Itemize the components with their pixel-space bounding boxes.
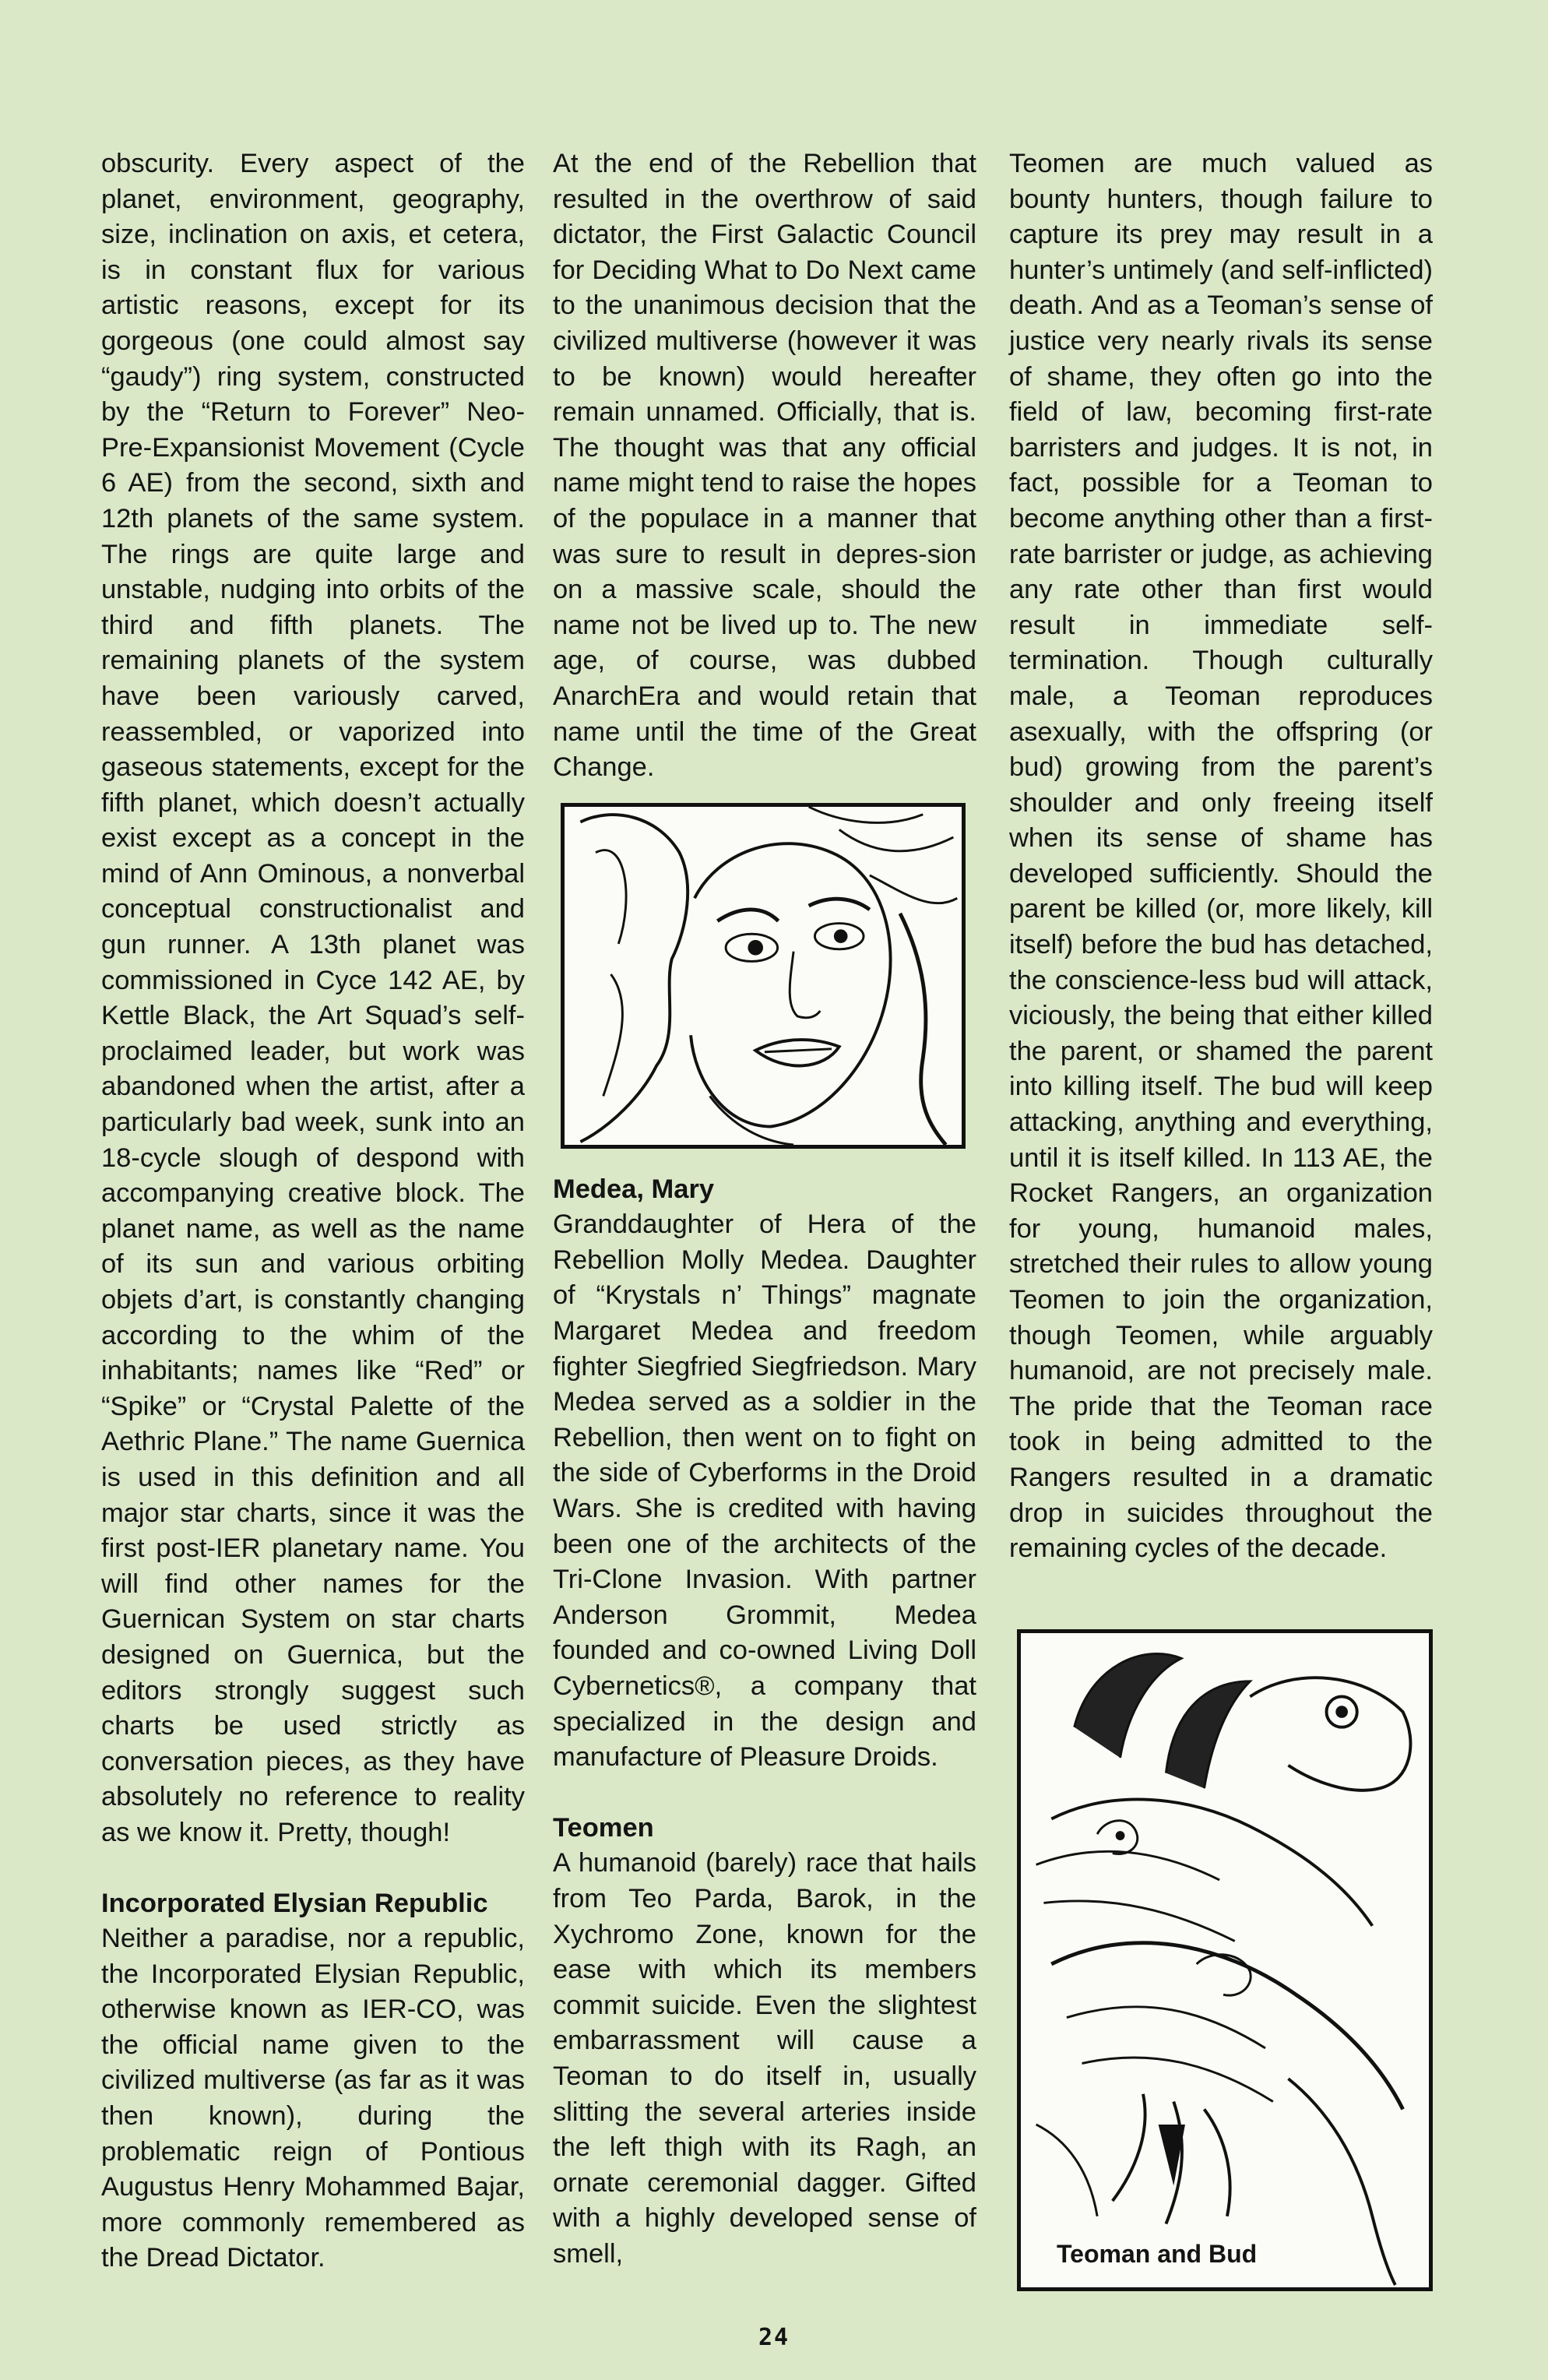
- column-right: [1009, 146, 1433, 2291]
- rebellion-paragraph: At the end of the Rebellion that resulted in the overthrow of said dictator, the First Galactic Council for Deciding What to Do Next came to the unanimous decision that the civilized multiverse (however it was to be known) would hereafter remain unnamed. Officially, that is. The thought was that any official name might tend to raise the hopes of the populace in a manner that was sure to result in depres-sion on a massive scale, should the name not be lived up to. The new age, of course, was dubbed AnarchEra and would retain that name until the time of the Great Change.: [553, 149, 976, 783]
- teoman-illustration: [1017, 1629, 1433, 2291]
- column-middle: [553, 146, 976, 2273]
- column-left: [101, 146, 525, 2276]
- page-number: 24: [758, 2324, 790, 2351]
- medea-paragraph: Granddaughter of Hera of the Rebellion Molly Medea. Daughter of “Krystals n’ Things” magnate Margaret Medea and freedom fighter Siegfried Siegfriedson. Mary Medea served as a soldier in the Rebellion, then went on to fight on the side of Cyberforms in the Droid Wars. She is credited with having been one of the architects of the Tri-Clone Invasion. With partner Anderson Grommit, Medea founded and co-owned Living Doll Cybernetics®, a company that specialized in the design and manufacture of Pleasure Droids.: [553, 1209, 976, 1773]
- heading-medea-mary: Medea, Mary: [553, 1174, 715, 1204]
- ier-paragraph: Neither a paradise, nor a republic, the Incorporated Elysian Republic, otherwise known as IER-CO, was the official name given to the civilized multiverse (as far as it was then known), during the problematic reign of Pontious Augustus Henry Mohammed Bajar, more commonly remembered as the Dread Dictator.: [101, 1924, 525, 2273]
- teomen-paragraph: A humanoid (barely) race that hails from Teo Parda, Barok, in the Xychromo Zone, known for the ease with which its members commit suicide. Even the slightest embarrassment will cause a Teoman to do itself in, usually slitting the several arteries inside the left thigh with its Ragh, an ornate ceremonial dagger. Gifted with a highly developed sense of smell,: [553, 1848, 976, 2269]
- teoman-bud-drawing: [1021, 1633, 1429, 2287]
- teomen-continued-paragraph: Teomen are much valued as bounty hunters, though failure to capture its prey may result in a hunter’s untimely (and self-inflicted) death. And as a Teoman’s sense of justice very nearly rivals its sense of shame, they often go into the field of law, becoming first-rate barristers and judges. It is not, in fact, possible for a Teoman to become anything other than a first-rate barrister or judge, as achieving any rate other than first would result in immediate self-termination. Though culturally male, a Teoman reproduces asexually, with the offspring (or bud) growing from the parent’s shoulder and only freeing itself when its sense of shame has developed sufficiently. Should the parent be killed (or, more likely, kill itself) before the bud has detached, the conscience-less bud will attack, viciously, the being that either killed the parent, or shamed the parent into killing itself. The bud will keep attacking, anything and everything, until it is itself killed. In 113 AE, the Rocket Rangers, an organization for young, humanoid males, stretched their rules to allow young Teomen to join the organization, though Teomen, while arguably humanoid, are not precisely male. The pride that the Teoman race took in being admitted to the Rangers resulted in a dramatic drop in suicides throughout the remaining cycles of the decade.: [1009, 149, 1433, 1564]
- heading-incorporated-elysian-republic: Incorporated Elysian Republic: [101, 1888, 488, 1918]
- teoman-caption: Teoman and Bud: [1054, 2237, 1260, 2270]
- guernica-paragraph: obscurity. Every aspect of the planet, environment, geography, size, inclination on axis, et cetera, is in constant flux for various artistic reasons, except for its gorgeous (one could almost say “gaudy”) ring system, constructed by the “Return to Forever” Neo-Pre-Expansionist Movement (Cycle 6 AE) from the second, sixth and 12th planets of the same system. The rings are quite large and unstable, nudging into orbits of the third and fifth planets. The remaining planets of the system have been variously carved, reassembled, or vaporized into gaseous statements, except for the fifth planet, which doesn’t actually exist except as a concept in the mind of Ann Ominous, a nonverbal conceptual constructionalist and gun runner. A 13th planet was commissioned in Cyce 142 AE, by Kettle Black, the Art Squad’s self-proclaimed leader, but work was abandoned when the artist, after a particularly bad week, sunk into an 18-cycle slough of despond with accompanying creative block. The planet name, as well as the name of its sun and various orbiting objets d’art, is constantly changing according to the whim of the inhabitants; names like “Red” or “Spike” or “Crystal Palette of the Aethric Plane.” The name Guernica is used in this definition and all major star charts, since it was the first post-IER planetary name. You will find other names for the Guernican System on star charts designed on Guernica, but the editors strongly suggest such charts be used strictly as conversation pieces, as they have absolutely no reference to reality as we know it. Pretty, though!: [101, 149, 525, 1847]
- medea-illustration: [561, 803, 966, 1149]
- medea-face-drawing: [565, 807, 962, 1145]
- heading-teomen: Teomen: [553, 1812, 654, 1843]
